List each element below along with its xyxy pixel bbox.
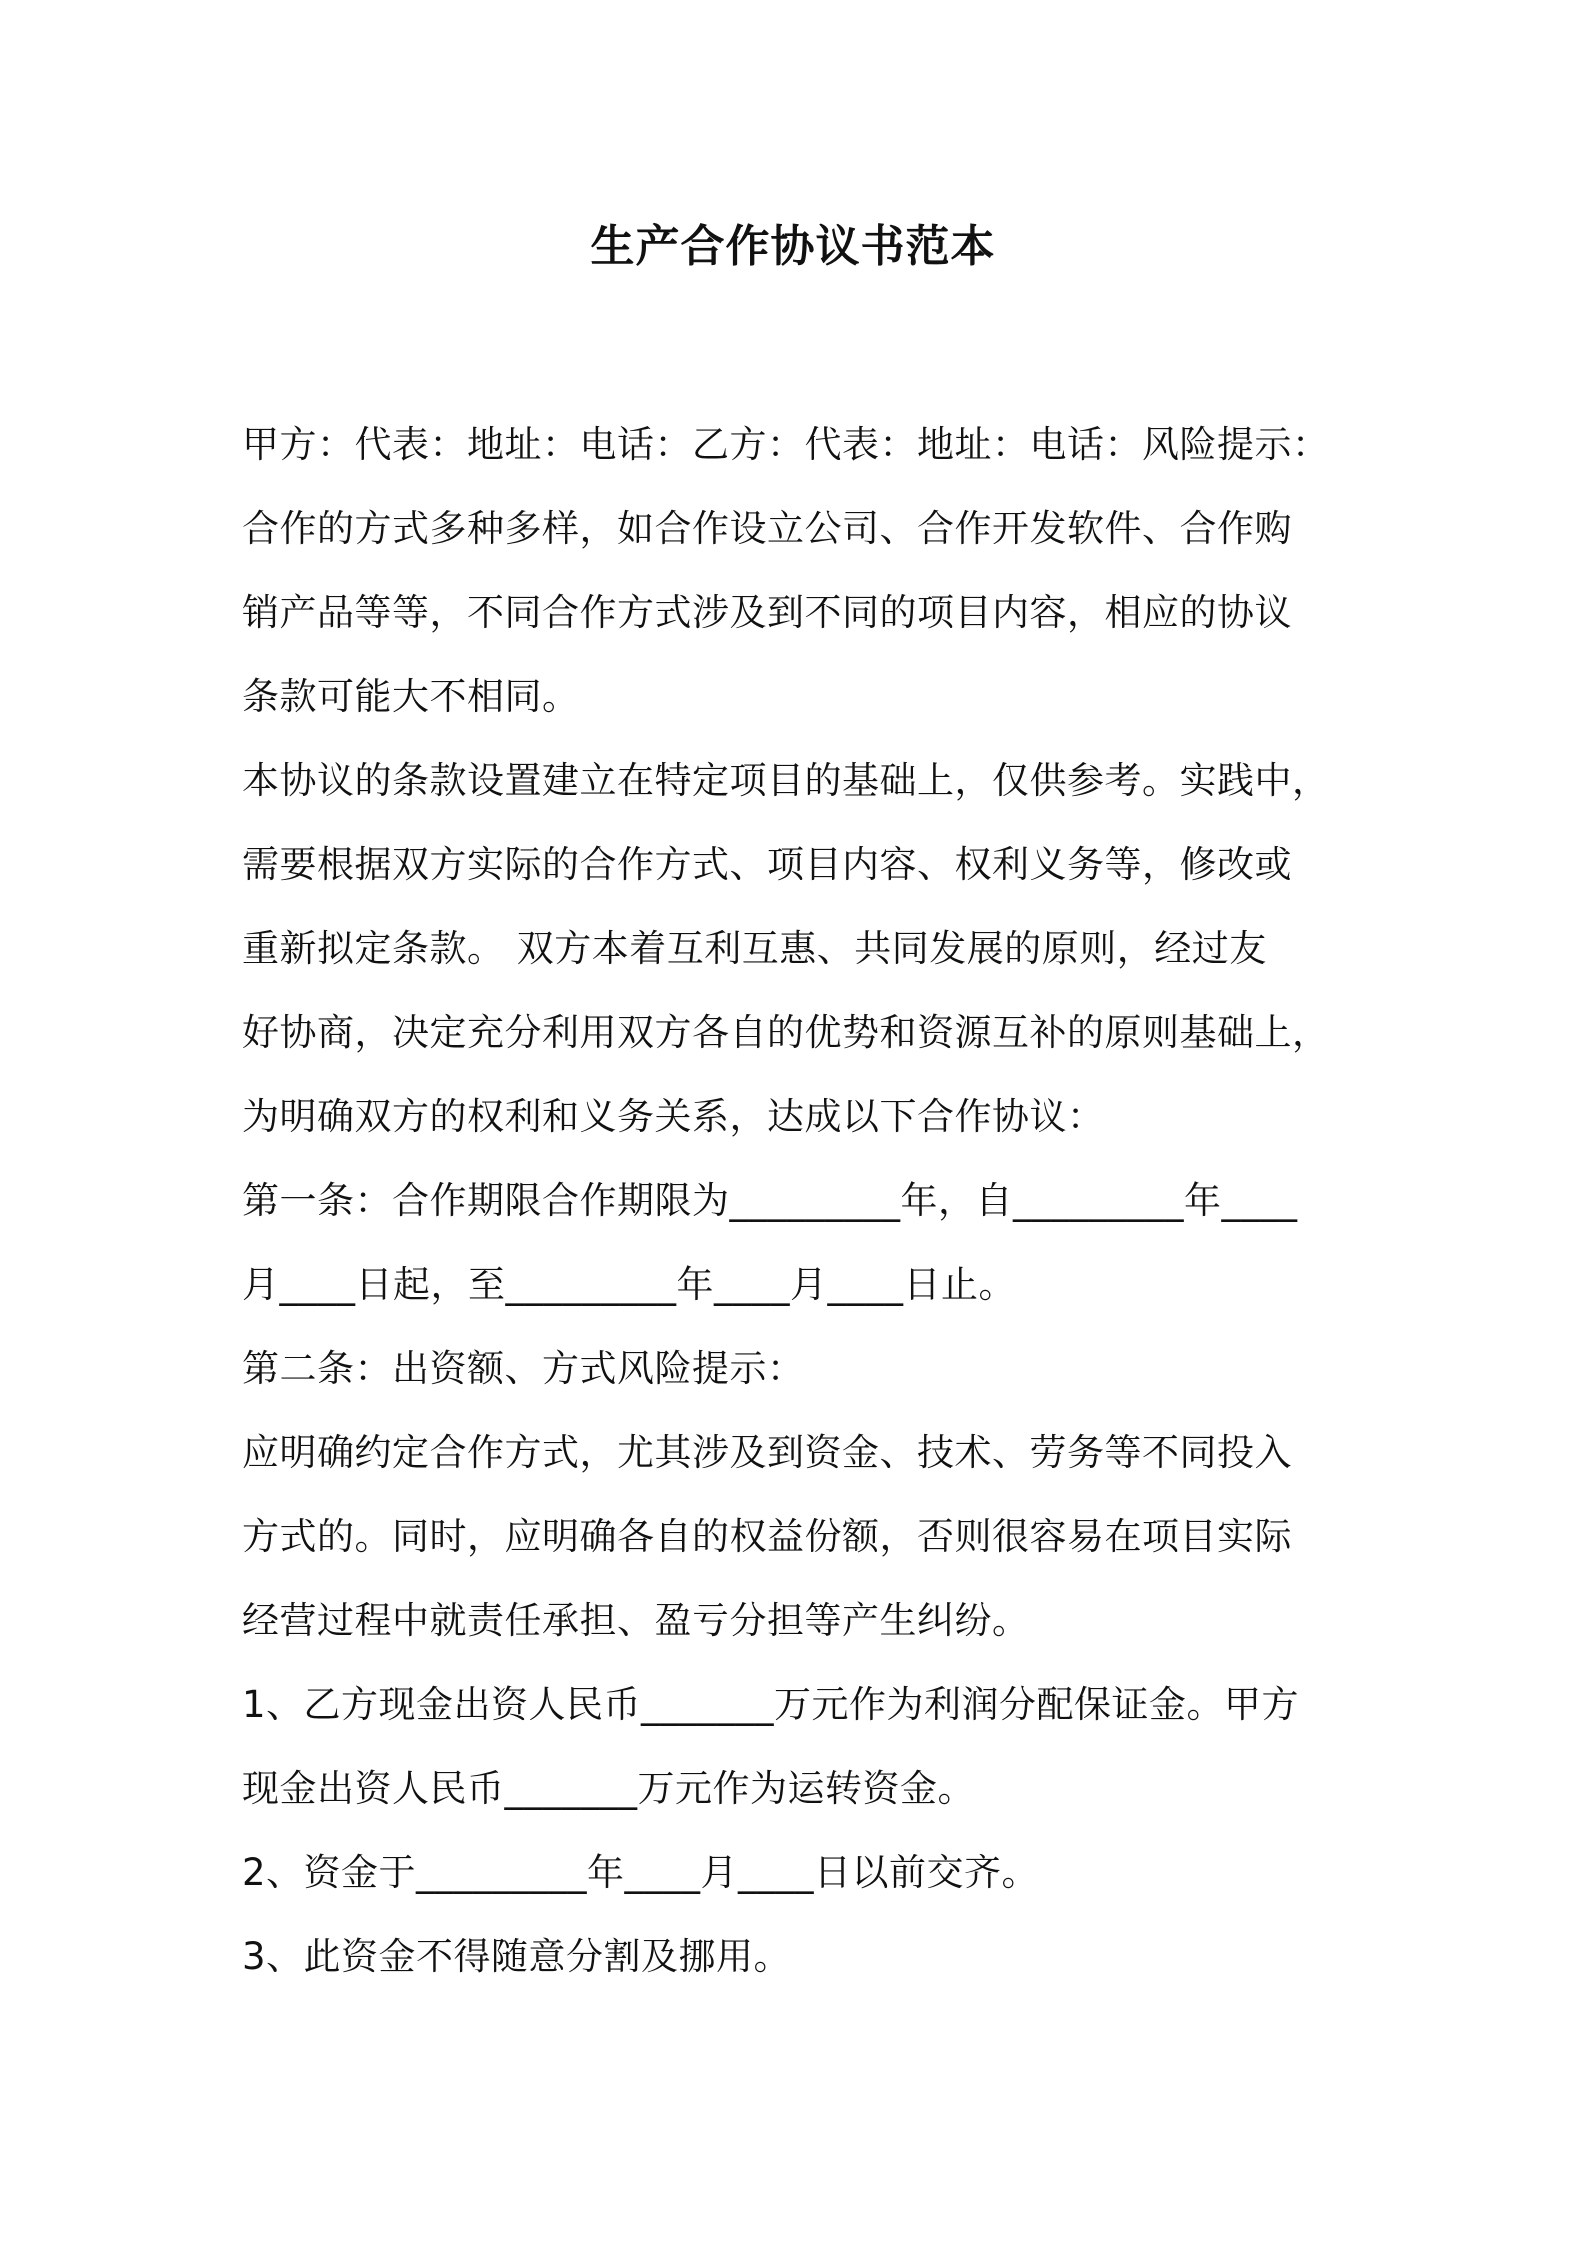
body-line: 好协商，决定充分利用双方各自的优势和资源互补的原则基础上， <box>242 1011 1330 1054</box>
body-line: 甲方：代表：地址：电话：乙方：代表：地址：电话：风险提示： <box>242 423 1330 466</box>
clause-1-line: 月____日起，至_________年____月____日止。 <box>242 1263 1016 1306</box>
body-line: 重新拟定条款。 双方本着互利互惠、共同发展的原则，经过友 <box>242 927 1267 970</box>
body-line: 经营过程中就责任承担、盈亏分担等产生纠纷。 <box>242 1599 1030 1642</box>
clause-2-heading: 第二条：出资额、方式风险提示： <box>242 1347 805 1390</box>
body-line: 本协议的条款设置建立在特定项目的基础上，仅供参考。实践中， <box>242 759 1330 802</box>
body-line: 需要根据双方实际的合作方式、项目内容、权利义务等，修改或 <box>242 843 1292 886</box>
document-body <box>242 403 1362 1999</box>
body-line: 销产品等等，不同合作方式涉及到不同的项目内容，相应的协议 <box>242 591 1292 634</box>
document-title: 生产合作协议书范本 <box>590 221 996 272</box>
body-line: 合作的方式多种多样，如合作设立公司、合作开发软件、合作购 <box>242 507 1292 550</box>
list-item-1: 1、乙方现金出资人民币_______万元作为利润分配保证金。甲方 <box>242 1683 1300 1726</box>
list-item-2: 2、资金于_________年____月____日以前交齐。 <box>242 1851 1040 1894</box>
clause-1-line: 第一条：合作期限合作期限为_________年，自_________年____ <box>242 1179 1298 1222</box>
body-line: 方式的。同时，应明确各自的权益份额，否则很容易在项目实际 <box>242 1515 1292 1558</box>
body-line: 为明确双方的权利和义务关系，达成以下合作协议： <box>242 1095 1105 1138</box>
list-item-1-cont: 现金出资人民币_______万元作为运转资金。 <box>242 1767 975 1810</box>
body-line: 条款可能大不相同。 <box>242 675 580 718</box>
body-line: 应明确约定合作方式，尤其涉及到资金、技术、劳务等不同投入 <box>242 1431 1292 1474</box>
list-item-3: 3、此资金不得随意分割及挪用。 <box>242 1935 792 1978</box>
